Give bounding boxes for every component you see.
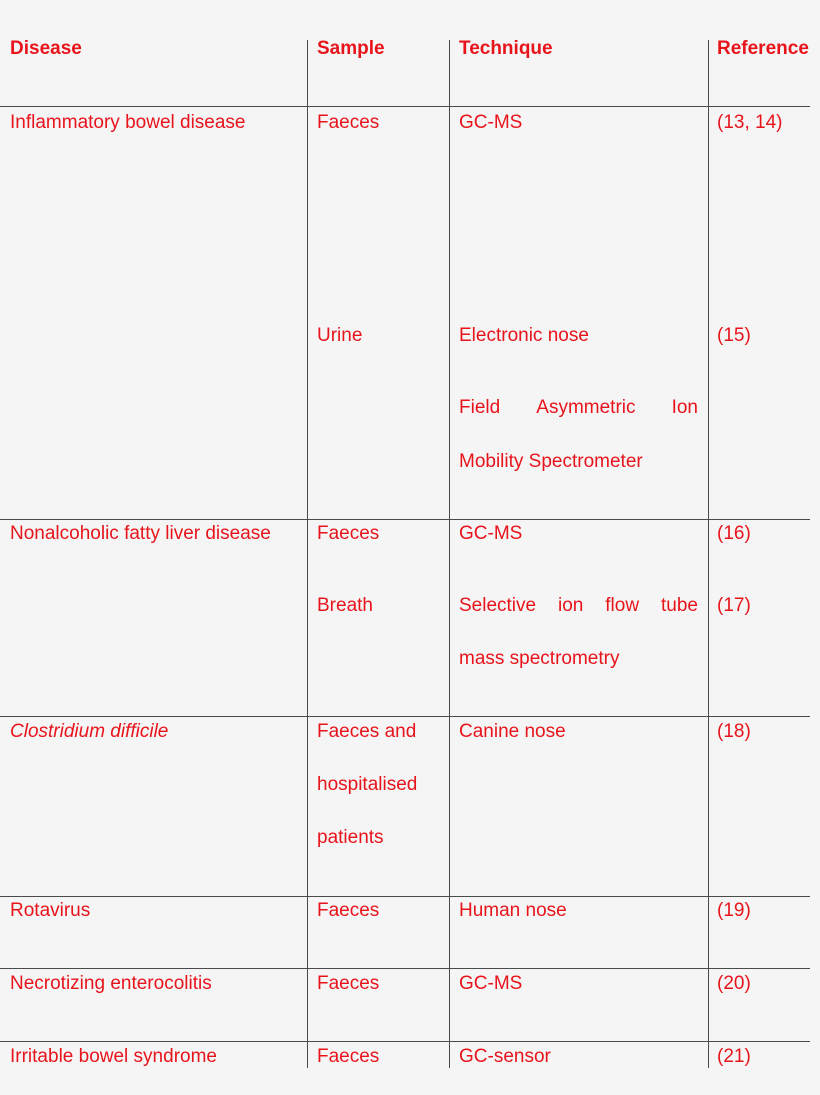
header-disease: Disease [10,38,82,59]
technique-word: Field [459,397,501,418]
technique-cell-justified [459,397,698,419]
sample-cell: Faeces [317,973,380,994]
column-divider [449,40,450,1068]
technique-cell: Electronic nose [459,325,589,346]
disease-cell: Inflammatory bowel disease [10,112,246,133]
technique-cell-line2: mass spectrometry [459,648,620,669]
technique-cell: GC-MS [459,523,523,544]
technique-word: Asymmetric [536,397,636,418]
sample-cell: hospitalised [317,774,418,795]
row-divider [0,106,307,107]
column-divider [307,40,308,1068]
reference-cell: (13, 14) [717,112,783,133]
reference-cell: (20) [717,973,751,994]
row-divider [0,716,810,717]
technique-cell-justified [459,595,698,617]
reference-cell: (19) [717,900,751,921]
row-divider [0,896,810,897]
technique-word: Selective [459,595,537,616]
technique-word: Ion [671,397,698,418]
disease-cell: Rotavirus [10,900,91,921]
technique-cell: GC-sensor [459,1046,551,1067]
technique-word: tube [660,595,698,616]
sample-cell: Faeces and [317,721,417,742]
technique-word: ion [558,595,584,616]
header-sample: Sample [317,38,385,59]
row-divider [0,519,810,520]
row-divider [307,106,810,107]
disease-cell: Clostridium difficile [10,721,169,742]
column-divider [708,40,709,1068]
technique-cell-line2: Mobility Spectrometer [459,451,643,472]
technique-cell: Human nose [459,900,567,921]
technique-cell: GC-MS [459,973,523,994]
header-reference: Reference [717,38,809,59]
row-divider [0,1041,810,1042]
technique-cell: Canine nose [459,721,566,742]
sample-cell: Faeces [317,112,380,133]
reference-cell: (16) [717,523,751,544]
sample-cell: Faeces [317,1046,380,1067]
reference-cell: (15) [717,325,751,346]
reference-cell: (18) [717,721,751,742]
disease-cell: Necrotizing enterocolitis [10,973,212,994]
sample-cell: Faeces [317,523,380,544]
sample-cell: Faeces [317,900,380,921]
reference-cell: (21) [717,1046,751,1067]
row-divider [0,968,810,969]
technique-word: flow [605,595,640,616]
technique-cell: GC-MS [459,112,523,133]
disease-cell: Irritable bowel syndrome [10,1046,217,1067]
disease-cell: Nonalcoholic fatty liver disease [10,523,271,544]
sample-cell: Urine [317,325,363,346]
reference-cell: (17) [717,595,751,616]
header-technique: Technique [459,38,553,59]
sample-cell: Breath [317,595,373,616]
sample-cell: patients [317,827,384,848]
